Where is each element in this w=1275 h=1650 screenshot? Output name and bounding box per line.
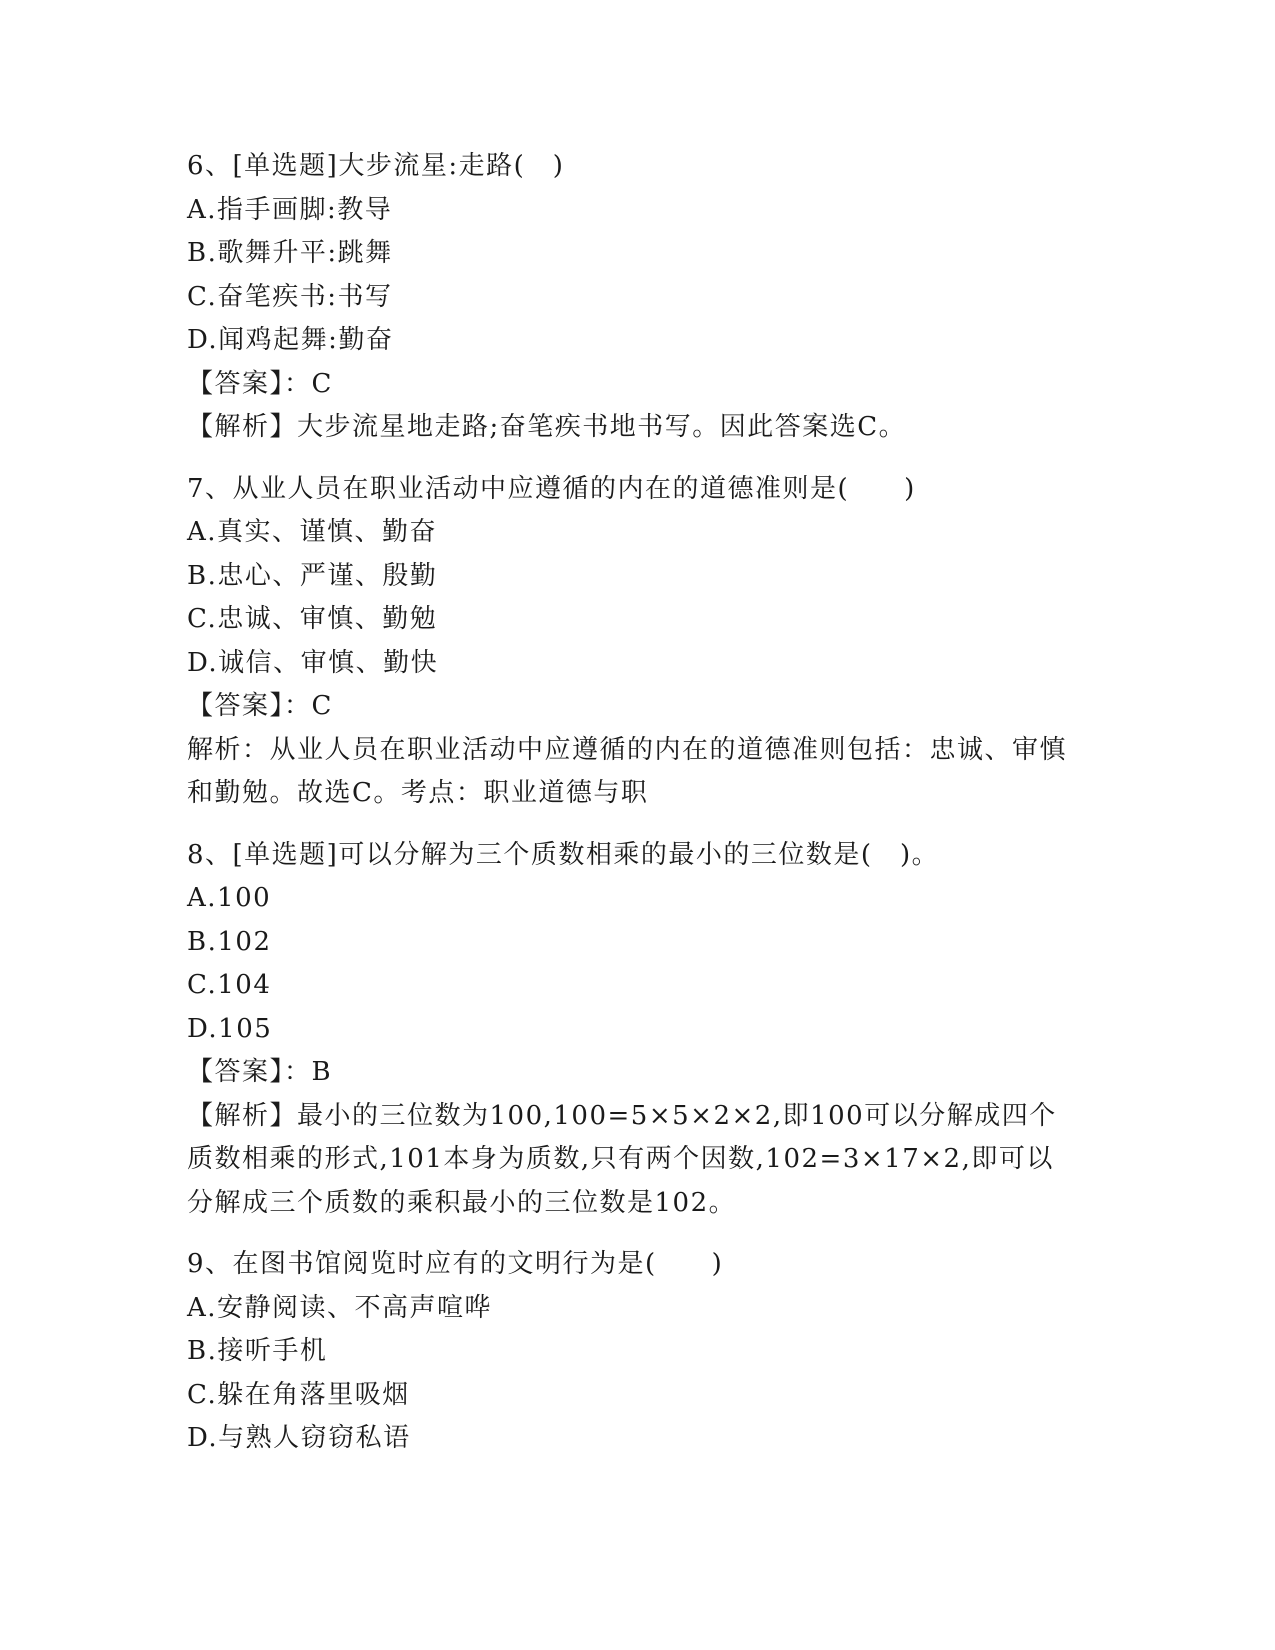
option-c: C.奋笔疾书:书写: [187, 281, 393, 312]
option-b: B.接听手机: [187, 1336, 328, 1366]
document-page: [187, 145, 1087, 1479]
answer-text: 【答案】：B: [187, 1057, 333, 1087]
answer-text: 【答案】：C: [187, 691, 333, 721]
question-stem: 7、从业人员在职业活动中应遵循的内在的道德准则是( ): [187, 473, 916, 504]
option-a: A.指手画脚:教导: [187, 194, 393, 225]
option-a: A.真实、谨慎、勤奋: [187, 517, 438, 547]
option-c: C.躲在角落里吸烟: [187, 1379, 410, 1410]
option-b: B.歌舞升平:跳舞: [187, 238, 393, 268]
question-stem: 9、在图书馆阅览时应有的文明行为是( ): [187, 1249, 724, 1279]
option-b: B.102: [187, 926, 272, 957]
option-d: D.与熟人窃窃私语: [187, 1423, 411, 1453]
option-d: D.诚信、审慎、勤快: [187, 647, 439, 678]
option-d: D.105: [187, 1013, 273, 1044]
question-6: [187, 145, 1087, 450]
option-c: C.104: [187, 970, 272, 1000]
analysis-text: 【解析】最小的三位数为100,100=5×5×2×2,即100可以分解成四个质数相乘的形式,101本身为质数,只有两个因数,102=3×17×2,即可以分解成三个质数的乘积最小的三位数是102。: [187, 1100, 1057, 1218]
question-stem: 8、[单选题]可以分解为三个质数相乘的最小的三位数是( )。: [187, 839, 940, 870]
option-a: A.100: [187, 883, 272, 913]
answer-text: 【答案】：C: [187, 368, 333, 399]
question-stem: 6、[单选题]大步流星:走路( ): [187, 151, 565, 181]
option-a: A.安静阅读、不高声喧哗: [187, 1292, 493, 1323]
analysis-text: 解析：从业人员在职业活动中应遵循的内在的道德准则包括：忠诚、审慎和勤勉。故选C。考点：职业道德与职: [187, 734, 1068, 808]
analysis-text: 【解析】大步流星地走路;奋笔疾书地书写。因此答案选C。: [187, 412, 907, 442]
option-b: B.忠心、严谨、殷勤: [187, 560, 438, 591]
option-d: D.闻鸡起舞:勤奋: [187, 325, 394, 355]
question-8: [187, 834, 1087, 1226]
question-9: [187, 1243, 1087, 1461]
option-c: C.忠诚、审慎、勤勉: [187, 604, 438, 634]
question-7: [187, 468, 1087, 816]
